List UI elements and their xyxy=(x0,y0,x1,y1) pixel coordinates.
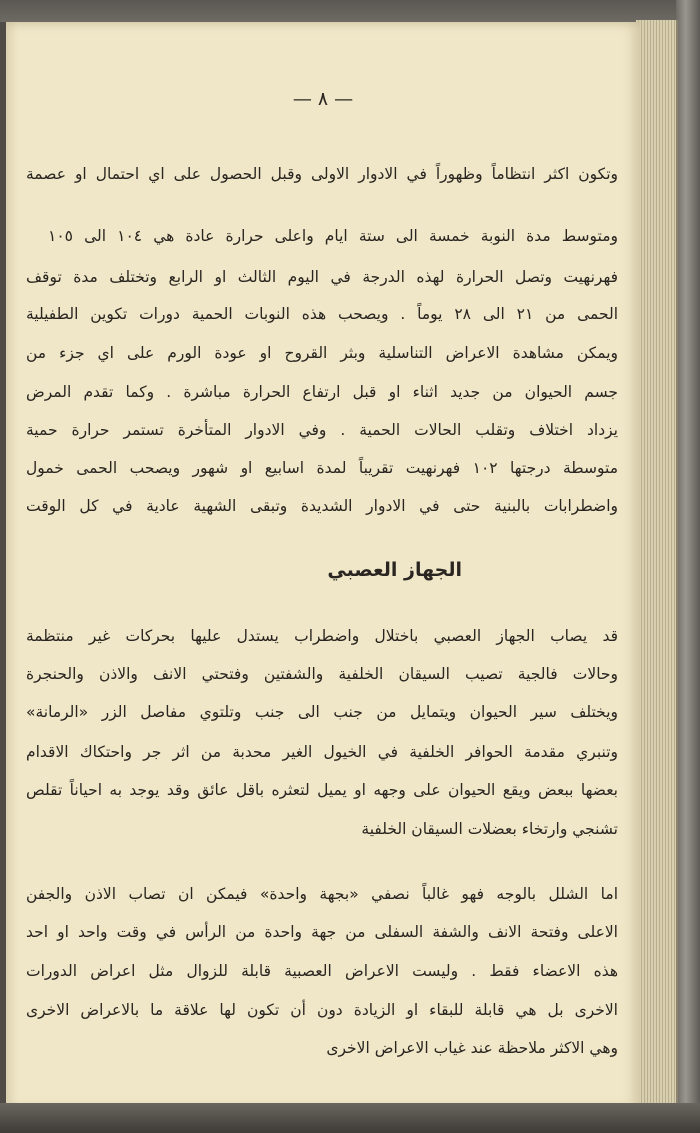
text-line: الاعلى وفتحة الانف والشفة السفلى من جهة واحدة من الرأس في وقت واحد او احد xyxy=(26,923,618,941)
text-line: اما الشلل بالوجه فهو غالباً نصفي «بجهة واحدة» فيمكن ان تصاب الاذن والجفن xyxy=(26,885,618,903)
text-line: ويمكن مشاهدة الاعراض التناسلية وبثر القروح او عودة الورم على اي جزء من xyxy=(26,344,618,362)
scan-top-band xyxy=(0,0,700,22)
text-line: وهي الاكثر ملاحظة عند غياب الاعراض الاخرى xyxy=(326,1039,618,1057)
page-edges xyxy=(636,20,678,1112)
text-line: الاخرى بل هي قابلة للبقاء او الزيادة دون أن تكون لها علاقة ما بالاعراض الاخرى xyxy=(26,1001,618,1019)
section-heading: الجهاز العصبي xyxy=(327,559,462,581)
text-line: بعضها ببعض ويقع الحيوان على وجهه او يميل لتعثره باقل عائق وقد يوجد به احياناً تقلص xyxy=(26,781,618,799)
scan-bottom-band xyxy=(0,1103,700,1133)
text-line: ومتوسط مدة النوبة خمسة الى ستة ايام واعلى حرارة عادة هي ١٠٤ الى ١٠٥ xyxy=(48,227,618,245)
text-line: تشنجي وارتخاء بعضلات السيقان الخلفية xyxy=(361,820,618,838)
text-line: وحالات فالجية تصيب السيقان الخلفية والشفتين وفتحتي الانف والاذن والحنجرة xyxy=(26,665,618,683)
text-line: يزداد اختلاف وتقلب الحالات الحمية . وفي الادوار المتأخرة تستمر حرارة حمية xyxy=(26,421,618,439)
text-line: جسم الحيوان من جديد اثناء او قبل ارتفاع الحرارة مباشرة . وكما تقدم المرض xyxy=(26,383,618,401)
book-page xyxy=(6,22,640,1110)
text-line: الحمى من ٢١ الى ٢٨ يوماً . ويصحب هذه النوبات الحمية دورات تكوين الطفيلية xyxy=(26,305,618,323)
text-line: متوسطة درجتها ١٠٢ فهرنهيت تقريباً لمدة اسابيع او شهور ويصحب الحمى خمول xyxy=(26,459,618,477)
text-line: وتنبري مقدمة الحوافر الخلفية في الخيول الغير محدبة من اثر جر واحتكاك الاقدام xyxy=(26,743,618,761)
text-line: وتكون اكثر انتظاماً وظهوراً في الادوار الاولى وقبل الحصول على اي احتمال او عصمة xyxy=(26,165,618,183)
page-number: — ٨ — xyxy=(292,88,354,110)
text-line: ويختلف سير الحيوان ويتمايل من جنب الى جنب وتلتوي مفاصل الزر «الرمانة» xyxy=(26,703,618,721)
text-line: قد يصاب الجهاز العصبي باختلال واضطراب يستدل عليها بحركات غير منتظمة xyxy=(26,627,618,645)
text-line: واضطرابات بالبنية حتى في الادوار الشديدة وتبقى الشهية عادية في كل الوقت xyxy=(26,497,618,515)
text-line: هذه الاعضاء فقط . وليست الاعراض العصبية قابلة للزوال مثل اعراض الدورات xyxy=(26,962,618,980)
book-cover-edge xyxy=(676,0,700,1133)
text-line: فهرنهيت وتصل الحرارة لهذه الدرجة في اليوم الثالث او الرابع وتختلف مدة توقف xyxy=(26,268,618,286)
